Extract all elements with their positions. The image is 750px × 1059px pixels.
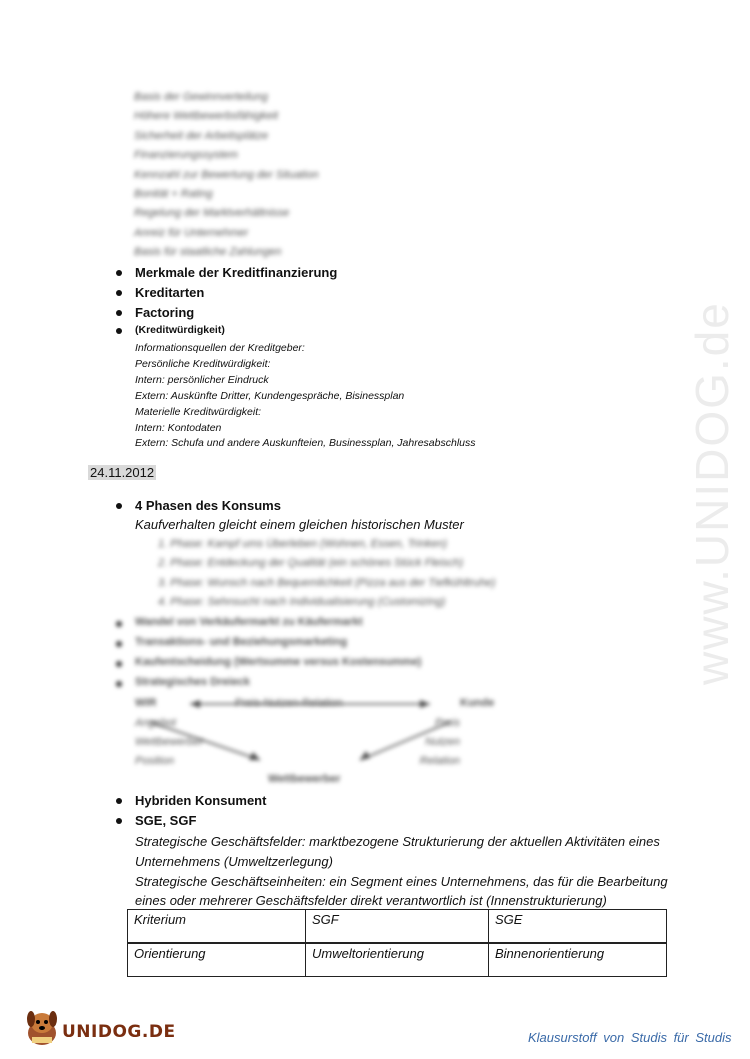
bullet-icon <box>116 270 122 276</box>
list-item: Basis der Gewinnverteilung <box>134 91 268 103</box>
watermark: www.UNIDOG.de <box>686 301 738 685</box>
credit-line: Persönliche Kreditwürdigkeit: <box>135 357 271 370</box>
bullet-kreditfinanzierung: Merkmale der Kreditfinanzierung <box>135 265 338 280</box>
dog-logo-icon <box>22 1009 62 1047</box>
bullet-icon <box>116 818 122 824</box>
phases-subtitle: Kaufverhalten gleicht einem gleichen historischen Muster <box>135 517 464 532</box>
list-item: 3. Phase: Wunsch nach Bequemlichkeit (Pizza aus der Tiefkühltruhe) <box>158 576 496 589</box>
list-item: Kennzahl zur Bewertung der Situation <box>134 168 319 181</box>
triangle-left: WIR <box>135 697 157 709</box>
list-item: Finanzierungssystem <box>134 149 238 162</box>
list-item: Sicherheit der Arbeitsplätze <box>134 129 269 142</box>
blurred-bullet: Wandel von Verkäufermarkt zu Käufermarkt <box>135 616 363 628</box>
bullet-icon <box>116 641 122 647</box>
footer-tagline: Klausurstoff von Studis für Studis <box>528 1030 732 1045</box>
bullet-icon <box>116 290 122 296</box>
top-blurred-list <box>134 88 319 263</box>
sge-line: Unternehmens (Umweltzerlegung) <box>135 853 333 869</box>
triangle-right-line: Preis <box>434 717 460 729</box>
table-header-cell: Kriterium <box>128 910 306 944</box>
credit-line: Materielle Kreditwürdigkeit: <box>135 405 262 418</box>
credit-line: Extern: Schufa und andere Auskunfteien, Businessplan, Jahresabschluss <box>135 437 476 450</box>
bullet-hybriden: Hybriden Konsument <box>135 793 267 808</box>
credit-line: Intern: persönlicher Eindruck <box>135 373 269 386</box>
bullet-sge-sgf: SGE, SGF <box>135 813 197 828</box>
bullet-icon <box>116 310 122 316</box>
bullet-factoring: Factoring <box>135 305 195 320</box>
triangle-right: Kunde <box>460 697 495 709</box>
triangle-right-lines <box>400 714 460 771</box>
triangle-left-line: Wettbewerber <box>135 736 204 748</box>
bullet-icon <box>116 681 122 687</box>
bullet-icon <box>116 621 122 627</box>
bullet-kreditarten: Kreditarten <box>135 285 205 300</box>
blurred-bullet: Kaufentscheidung (Wertsumme versus Kostensumme) <box>135 656 422 668</box>
list-item: Basis für staatliche Zahlungen <box>134 246 282 259</box>
triangle-left-line: Angebot <box>135 717 176 729</box>
sge-line: eines oder mehrerer Geschäftsfelder direkt verantwortlich ist (Innenstrukturierung) <box>135 893 607 909</box>
triangle-bottom: Wettbewerber <box>268 773 341 785</box>
credit-line: Intern: Kontodaten <box>135 421 222 434</box>
arrowhead-icon <box>190 700 200 708</box>
table-cell: Orientierung <box>128 943 306 977</box>
list-item: Anreiz für Unternehmer <box>134 226 249 239</box>
sge-line: Strategische Geschäftsfelder: marktbezogene Strukturierung der aktuellen Aktivitäten eines <box>135 834 660 849</box>
triangle-right-line: Relation <box>419 755 460 767</box>
list-item: 2. Phase: Entdeckung der Qualität (ein schönes Stück Fleisch) <box>158 557 464 570</box>
table-cell: Binnenorientierung <box>489 943 667 977</box>
credit-details <box>135 341 476 452</box>
logo-text: UNIDOG.DE <box>62 1022 176 1042</box>
credit-line: Informationsquellen der Kreditgeber: <box>135 342 305 354</box>
list-item: 4. Phase: Sehnsucht nach Individualisierung (Customizing) <box>158 596 446 609</box>
bullet-icon <box>116 328 122 334</box>
triangle-right-line: Nutzen <box>425 736 460 748</box>
list-item: Regelung der Marktverhältnisse <box>134 207 290 220</box>
triangle-left-line: Position <box>135 755 175 767</box>
triangle-top-relation: Preis-Nutzen-Relation <box>235 697 343 709</box>
bullet-icon <box>116 503 122 509</box>
arrowhead-icon <box>420 700 430 708</box>
arrowhead-icon <box>360 751 370 760</box>
credit-heading: (Kreditwürdigkeit) <box>135 324 225 336</box>
list-item: 1. Phase: Kampf ums Überleben (Wohnen, Essen, Trinken) <box>158 538 447 550</box>
table-header-cell: SGF <box>306 910 489 944</box>
table-row <box>128 943 667 977</box>
table-header-cell: SGE <box>489 910 667 944</box>
phases-list <box>158 535 495 613</box>
bullet-icon <box>116 661 122 667</box>
date-heading: 24.11.2012 <box>90 465 155 480</box>
credit-line: Extern: Auskünfte Dritter, Kundengespräche, Bisinessplan <box>135 389 405 402</box>
table-header-row <box>128 910 667 944</box>
sgf-sge-table <box>127 909 667 977</box>
triangle-left-lines <box>135 714 203 771</box>
table-cell: Umweltorientierung <box>306 943 489 977</box>
sge-line: Strategische Geschäftseinheiten: ein Segment eines Unternehmens, das für die Bearbeitung <box>135 873 668 889</box>
bullet-icon <box>116 798 122 804</box>
phases-title: 4 Phasen des Konsums <box>135 498 281 513</box>
list-item: Höhere Wettbewerbsfähigkeit <box>134 110 279 123</box>
blurred-bullet: Transaktions- und Beziehungsmarketing <box>135 636 348 648</box>
blurred-bullet: Strategisches Dreieck <box>135 676 250 688</box>
sge-text <box>135 832 668 911</box>
list-item: Bonität + Rating <box>134 188 213 201</box>
